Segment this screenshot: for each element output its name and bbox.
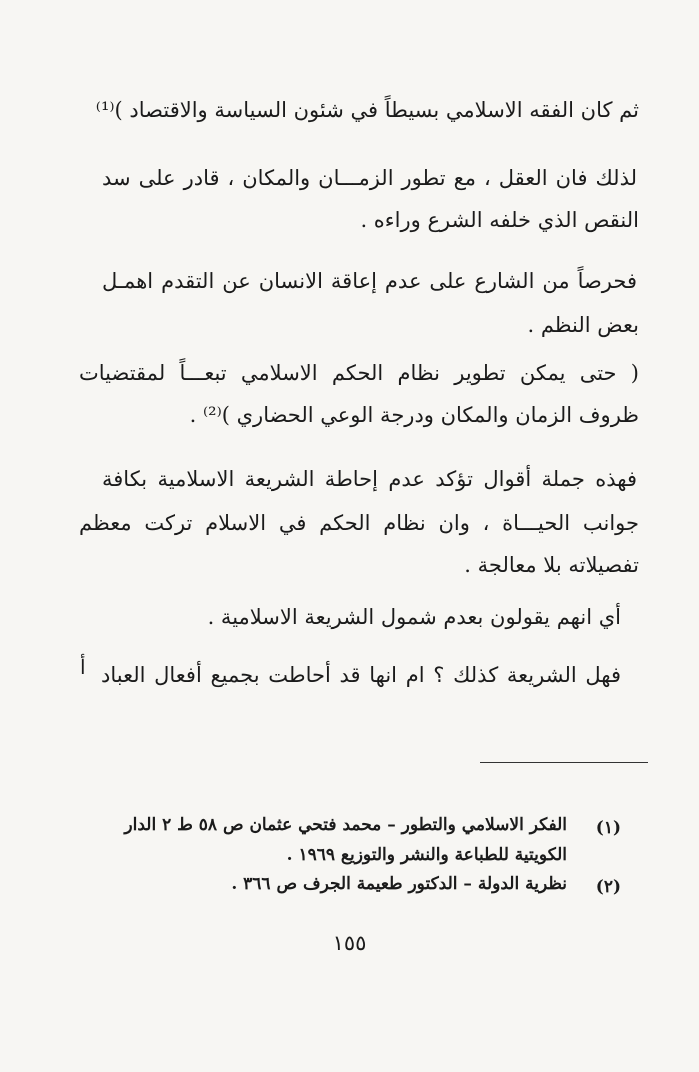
footnote-2-number: (٢) bbox=[595, 877, 621, 897]
body-line-6: ( حتى يمكن تطوير نظام الحكم الاسلامي تبعـــاً لمقتضيات bbox=[79, 361, 639, 385]
body-line-2: لذلك فان العقل ، مع تطور الزمـــان والمكان ، قادر على سد bbox=[102, 166, 637, 190]
footnote-1-line-1: الفكر الاسلامي والتطور – محمد فتحي عثمان ص ٥٨ ط ٢ الدار bbox=[124, 815, 567, 835]
footnote-1-line-2: الكويتية للطباعة والنشر والتوزيع ١٩٦٩ . bbox=[286, 845, 567, 865]
body-line-3: النقص الذي خلفه الشرع وراءه . bbox=[360, 208, 639, 232]
margin-mark: أ bbox=[80, 655, 86, 679]
page-number: ١٥٥ bbox=[332, 931, 367, 955]
body-line-9: جوانب الحيـــاة ، وان نظام الحكم في الاسلام تركت معظم bbox=[79, 511, 639, 535]
body-line-4: فحرصاً من الشارع على عدم إعاقة الانسان عن التقدم اهمـل bbox=[102, 269, 637, 293]
body-line-8: فهذه جملة أقوال تؤكد عدم إحاطة الشريعة الاسلامية بكافة bbox=[102, 467, 637, 491]
body-line-10: تفصيلاته بلا معالجة . bbox=[464, 553, 639, 577]
footnote-1-number: (١) bbox=[595, 818, 621, 838]
footnote-2-line-1: نظرية الدولة – الدكتور طعيمة الجرف ص ٣٦٦ . bbox=[231, 874, 567, 894]
body-line-1: ثم كان الفقه الاسلامي بسيطاً في شئون السياسة والاقتصاد )⁽¹⁾ bbox=[95, 98, 639, 122]
body-line-5: بعض النظم . bbox=[527, 313, 639, 337]
footnote-separator bbox=[480, 762, 648, 763]
body-line-12: فهل الشريعة كذلك ؟ ام انها قد أحاطت بجميع أفعال العباد bbox=[101, 663, 621, 687]
body-line-11: أي انهم يقولون بعدم شمول الشريعة الاسلامية . bbox=[207, 605, 621, 629]
body-line-7: ظروف الزمان والمكان ودرجة الوعي الحضاري )⁽²⁾ . bbox=[189, 403, 639, 427]
